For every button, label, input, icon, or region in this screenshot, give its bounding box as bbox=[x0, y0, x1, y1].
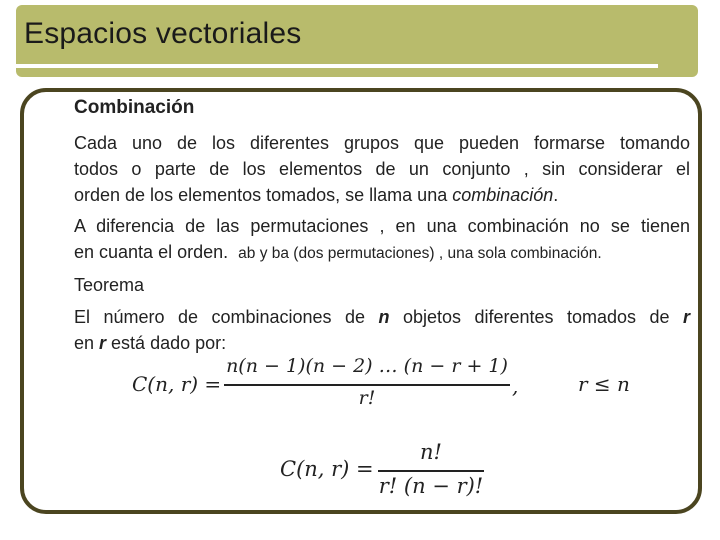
paragraph2-line1: A diferencia de las permutaciones , en una combinación no se tienen bbox=[74, 216, 690, 236]
combination-term: combinación bbox=[452, 185, 554, 205]
variable-r-2: r bbox=[99, 333, 107, 353]
variable-r: r bbox=[683, 307, 691, 327]
theorem-label: Teorema bbox=[74, 275, 145, 295]
title-underline bbox=[16, 64, 658, 68]
section-heading: Combinación bbox=[74, 97, 195, 118]
paragraph3-text-c: en bbox=[74, 333, 100, 353]
formula2-fraction-bar bbox=[378, 470, 484, 472]
paragraph2-line2 bbox=[74, 239, 690, 267]
paragraph1-line3 bbox=[74, 182, 690, 208]
paragraph1-period: . bbox=[553, 185, 559, 205]
paragraph3-line1 bbox=[74, 304, 690, 330]
formula1-numerator: n(n − 1)(n − 2) … (n − r + 1) bbox=[226, 355, 508, 377]
formula2-numerator: n! bbox=[420, 440, 442, 464]
formula2-lhs: C(n, r) = bbox=[280, 457, 374, 481]
formula2-fraction bbox=[378, 436, 484, 500]
formula1-fraction-bar bbox=[224, 384, 510, 386]
paragraph1-line1: Cada uno de los diferentes grupos que pueden formarse tomando bbox=[74, 133, 690, 153]
paragraph2-main-text: en cuanta el orden. bbox=[74, 242, 229, 262]
paragraph2-example-text: ab y ba (dos permutaciones) , una sola combinación. bbox=[238, 245, 602, 262]
paragraph3-text-b: objetos diferentes tomados de bbox=[389, 307, 683, 327]
slide-title: Espacios vectoriales bbox=[24, 17, 302, 50]
formula1-comma: , bbox=[512, 374, 519, 398]
formula1-lhs: C(n, r) = bbox=[132, 372, 222, 396]
paragraph1-line2: todos o parte de los elementos de un conjunto , sin considerar el bbox=[74, 159, 690, 179]
paragraph3-text-d: está dado por: bbox=[106, 333, 227, 353]
formula1-fraction bbox=[224, 352, 510, 416]
paragraph3-text-a: El número de combinaciones de bbox=[74, 307, 379, 327]
variable-n: n bbox=[378, 307, 390, 327]
formula2-denominator: r! (n − r)! bbox=[378, 474, 484, 498]
formula1-denominator: r! bbox=[358, 387, 376, 409]
formula1-condition: r ≤ n bbox=[578, 372, 630, 396]
paragraph1-line3-text: orden de los elementos tomados, se llama una bbox=[74, 185, 453, 205]
title-bar bbox=[16, 5, 698, 77]
